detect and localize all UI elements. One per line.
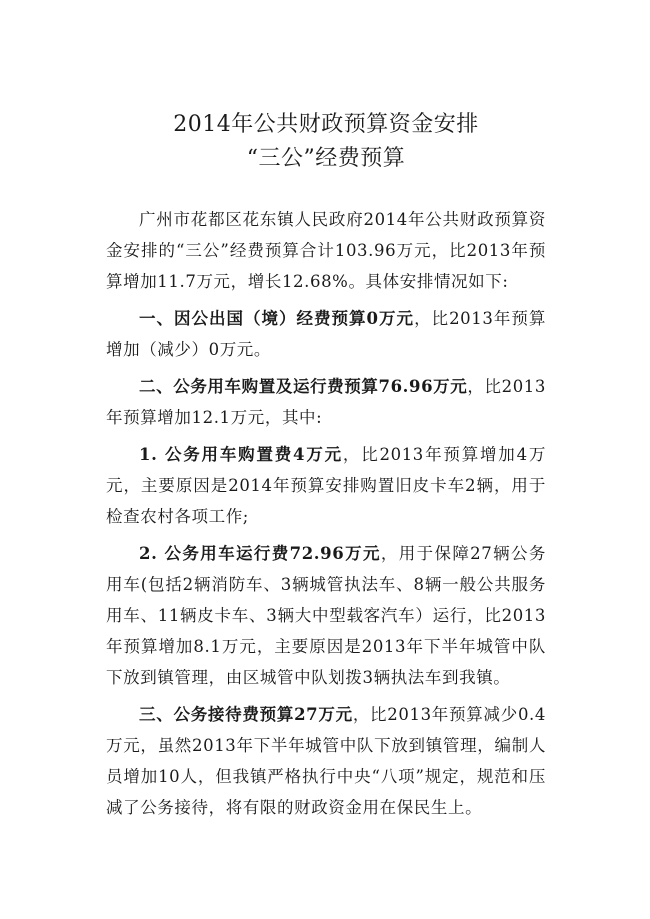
item2a-text: ，比2013年预算增加4万元，主要原因是2014年预算安排购置旧皮卡车2辆，用于检查农村各项工作; (106, 445, 546, 526)
title-line-1: 2014年公共财政预算资金安排 (173, 112, 479, 137)
item2a-heading: 1. 公务用车购置费4万元 (139, 445, 343, 464)
item3-text: ，比2013年预算减少0.4万元，虽然2013年下半年城管中队下放到镇管理，编制人员增加10人，但我镇严格执行中央“八项”规定，规范和压减了公务接待，将有限的财政资金用在保民生上。 (106, 705, 546, 817)
item2-heading: 二、公务用车购置及运行费预算76.96万元 (139, 377, 468, 396)
item2a-paragraph (106, 439, 546, 532)
intro-paragraph (106, 204, 546, 297)
item2b-paragraph (106, 538, 546, 693)
item3-heading: 三、公务接待费预算27万元 (139, 705, 353, 724)
item2-paragraph (106, 371, 546, 433)
item2-text: ，比2013年预算增加12.1万元，其中: (106, 377, 546, 427)
item1-paragraph (106, 303, 546, 365)
item1-text: ，比2013年预算增加（减少）0万元。 (106, 309, 546, 359)
item3-paragraph (106, 699, 546, 823)
document-title (106, 108, 546, 176)
title-line-2: “三公”经费预算 (246, 146, 406, 171)
intro-text: 广州市花都区花东镇人民政府2014年公共财政预算资金安排的“三公”经费预算合计103.96万元，比2013年预算增加11.7万元，增长12.68%。具体安排情况如下: (106, 210, 546, 291)
item1-heading: 一、因公出国（境）经费预算0万元 (139, 309, 415, 328)
item2b-heading: 2. 公务用车运行费72.96万元 (139, 544, 381, 563)
document-body (106, 204, 546, 823)
item2b-text: ，用于保障27辆公务用车(包括2辆消防车、3辆城管执法车、8辆一般公共服务用车、11辆皮卡车、3辆大中型载客汽车）运行，比2013年预算增加8.1万元，主要原因是2013年下半年城管中队下放到镇管理，由区城管中队划拨3辆执法车到我镇。 (106, 544, 546, 687)
